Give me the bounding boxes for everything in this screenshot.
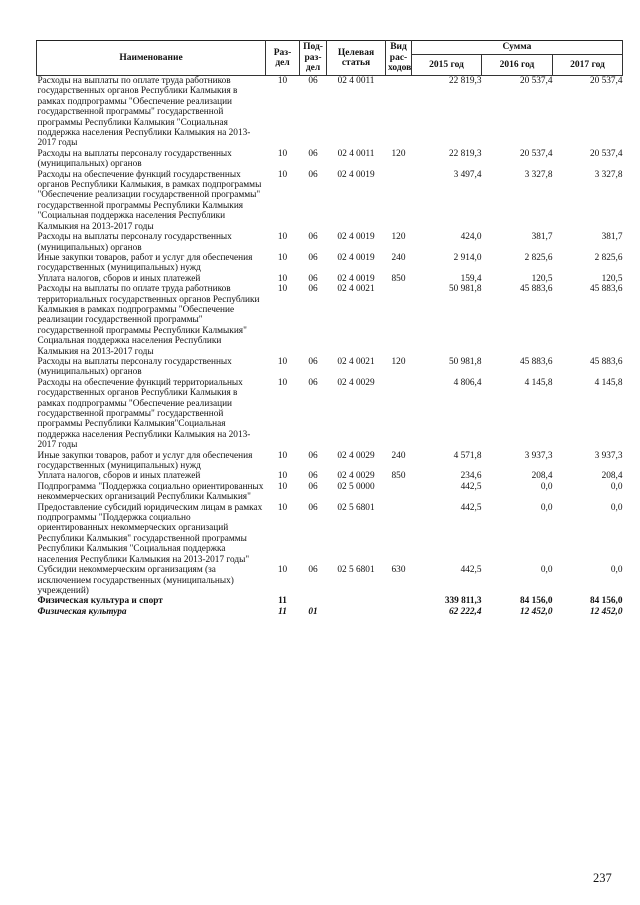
row-vid-rashodov xyxy=(386,170,412,232)
row-sum-2017: 12 452,0 xyxy=(589,606,623,617)
table-row xyxy=(37,471,623,481)
page-number: 237 xyxy=(593,871,612,885)
row-podrazdel: 06 xyxy=(308,252,318,263)
row-sum-2015: 442,5 xyxy=(460,502,482,513)
row-vid-rashodov: 120 xyxy=(391,356,406,367)
row-razdel: 10 xyxy=(277,273,288,284)
table-row xyxy=(37,451,623,472)
row-razdel: 11 xyxy=(278,606,287,617)
row-podrazdel: 06 xyxy=(308,148,318,159)
header-2015: 2015 год xyxy=(412,54,482,76)
header-vid-rashodov: Вид рас- ходов xyxy=(386,41,412,76)
table-row xyxy=(37,565,623,596)
row-name: Субсидии некоммерческим организациям (за исключением государственных (муниципальных) учреждений) xyxy=(37,565,234,596)
row-podrazdel: 06 xyxy=(308,471,318,482)
row-name: Расходы на выплаты по оплате труда работников государственных органов Республики Калмыкия в рамках подпрограммы "Обеспечение реализации государственной программы" государственной программы Республики Калмыкия "Социальная поддержка населения Республики Калмыкия на 2013-2017 годы xyxy=(37,76,251,149)
row-sum-2015: 3 497,4 xyxy=(453,169,482,180)
row-celevaya-statya: 02 4 0019 xyxy=(337,273,375,284)
row-celevaya-statya: 02 4 0021 xyxy=(337,356,375,367)
row-podrazdel: 06 xyxy=(308,502,318,513)
row-razdel: 10 xyxy=(277,450,288,461)
row-vid-rashodov xyxy=(386,482,412,503)
row-celevaya-statya: 02 4 0029 xyxy=(337,450,375,461)
row-vid-rashodov: 120 xyxy=(391,232,406,243)
row-name: Иные закупки товаров, работ и услуг для обеспечения государственных (муниципальных) нужд xyxy=(37,252,253,274)
row-podrazdel: 06 xyxy=(308,356,318,367)
row-celevaya-statya xyxy=(327,607,386,617)
row-name: Расходы на обеспечение функций территориальных государственных органов Республики Калмыкия в рамках подпрограммы "Обеспечение реализации государственной программы" государственной программы Республики Калмыкия"Социальная поддержка населения Республики Калмыкия на 2013-2017 годы xyxy=(37,377,251,451)
budget-table xyxy=(36,40,623,617)
row-podrazdel: 06 xyxy=(308,273,318,284)
row-name: Расходы на выплаты персоналу государственных (муниципальных) органов xyxy=(37,148,232,170)
row-sum-2016: 208,4 xyxy=(531,471,553,482)
row-celevaya-statya: 02 4 0011 xyxy=(337,76,375,86)
row-sum-2017: 3 327,8 xyxy=(594,169,623,180)
header-summa: Сумма xyxy=(412,41,623,55)
row-razdel: 10 xyxy=(277,232,288,243)
row-podrazdel: 06 xyxy=(308,76,318,86)
row-sum-2016: 0,0 xyxy=(540,481,553,492)
row-razdel: 10 xyxy=(277,76,288,86)
row-podrazdel: 06 xyxy=(308,450,318,461)
row-sum-2016: 0,0 xyxy=(540,502,553,513)
header-2017: 2017 год xyxy=(553,54,623,76)
row-celevaya-statya xyxy=(327,596,386,606)
row-sum-2016: 84 156,0 xyxy=(519,596,553,607)
row-vid-rashodov xyxy=(386,596,412,606)
table-row xyxy=(37,596,623,606)
row-name: Подпрограмма "Поддержка социально ориентированных некоммерческих организаций Республики Калмыкия" xyxy=(37,481,264,503)
row-sum-2017: 45 883,6 xyxy=(589,356,623,367)
row-razdel: 10 xyxy=(277,148,288,159)
row-sum-2016: 45 883,6 xyxy=(519,284,553,295)
row-sum-2017: 45 883,6 xyxy=(589,284,623,295)
row-vid-rashodov: 240 xyxy=(391,450,406,461)
row-podrazdel: 06 xyxy=(308,284,318,295)
row-sum-2017: 20 537,4 xyxy=(589,148,623,159)
header-podrazdel: Под- раз- дел xyxy=(300,41,327,76)
row-sum-2017: 2 825,6 xyxy=(594,252,623,263)
header-2016: 2016 год xyxy=(482,54,553,76)
row-sum-2015: 442,5 xyxy=(460,481,482,492)
row-sum-2017: 20 537,4 xyxy=(589,76,623,86)
row-podrazdel: 06 xyxy=(308,565,318,576)
row-razdel: 10 xyxy=(277,252,288,263)
row-podrazdel: 06 xyxy=(308,481,318,492)
row-vid-rashodov: 850 xyxy=(391,471,406,482)
row-vid-rashodov xyxy=(386,76,412,149)
row-sum-2017: 208,4 xyxy=(601,471,623,482)
row-sum-2017: 381,7 xyxy=(601,232,623,243)
row-celevaya-statya: 02 4 0019 xyxy=(337,232,375,243)
row-sum-2015: 50 981,8 xyxy=(448,356,482,367)
header-celevaya-statya: Целевая статья xyxy=(327,41,386,76)
row-name: Физическая культура и спорт xyxy=(37,596,163,607)
table-row xyxy=(37,274,623,284)
row-sum-2017: 84 156,0 xyxy=(589,596,623,607)
row-sum-2017: 4 145,8 xyxy=(594,377,623,388)
row-celevaya-statya: 02 4 0029 xyxy=(337,471,375,482)
row-sum-2016: 3 327,8 xyxy=(524,169,553,180)
row-razdel: 10 xyxy=(277,169,288,180)
row-sum-2015: 22 819,3 xyxy=(448,148,482,159)
row-sum-2016: 3 937,3 xyxy=(524,450,553,461)
row-celevaya-statya: 02 4 0019 xyxy=(337,252,375,263)
row-razdel: 10 xyxy=(277,471,288,482)
table-header xyxy=(37,41,623,76)
row-vid-rashodov: 850 xyxy=(391,273,406,284)
table-row xyxy=(37,232,623,253)
row-sum-2015: 339 811,3 xyxy=(444,596,482,607)
table-row xyxy=(37,76,623,149)
row-celevaya-statya: 02 4 0021 xyxy=(337,284,375,295)
row-sum-2015: 159,4 xyxy=(460,273,482,284)
row-razdel: 10 xyxy=(277,565,288,576)
row-podrazdel: 06 xyxy=(308,377,318,388)
row-name: Расходы на выплаты персоналу государственных (муниципальных) органов xyxy=(37,356,232,378)
table-row xyxy=(37,149,623,170)
row-podrazdel xyxy=(300,596,327,606)
row-sum-2016: 2 825,6 xyxy=(524,252,553,263)
row-sum-2016: 381,7 xyxy=(531,232,553,243)
row-name: Уплата налогов, сборов и иных платежей xyxy=(37,273,201,284)
row-celevaya-statya: 02 5 0000 xyxy=(337,481,375,492)
table-row xyxy=(37,607,623,617)
row-podrazdel: 01 xyxy=(308,606,318,617)
row-sum-2017: 0,0 xyxy=(610,481,623,492)
row-sum-2015: 4 571,8 xyxy=(453,450,482,461)
row-vid-rashodov: 120 xyxy=(391,148,406,159)
row-sum-2015: 442,5 xyxy=(460,565,482,576)
row-vid-rashodov xyxy=(386,607,412,617)
row-sum-2015: 4 806,4 xyxy=(453,377,482,388)
row-name: Иные закупки товаров, работ и услуг для обеспечения государственных (муниципальных) нужд xyxy=(37,450,253,472)
row-podrazdel: 06 xyxy=(308,232,318,243)
row-razdel: 10 xyxy=(277,284,288,295)
row-sum-2016: 4 145,8 xyxy=(524,377,553,388)
row-celevaya-statya: 02 5 6801 xyxy=(337,565,375,576)
row-sum-2017: 120,5 xyxy=(601,273,623,284)
row-celevaya-statya: 02 4 0011 xyxy=(337,148,375,159)
budget-table-page xyxy=(36,40,622,617)
row-sum-2017: 0,0 xyxy=(610,565,623,576)
header-name: Наименование xyxy=(37,41,266,76)
row-name: Расходы на выплаты персоналу государственных (муниципальных) органов xyxy=(37,232,232,253)
row-celevaya-statya: 02 5 6801 xyxy=(337,502,375,513)
row-sum-2015: 2 914,0 xyxy=(453,252,482,263)
row-vid-rashodov xyxy=(386,378,412,451)
row-sum-2016: 0,0 xyxy=(540,565,553,576)
row-razdel: 10 xyxy=(277,481,288,492)
row-sum-2015: 22 819,3 xyxy=(448,76,482,86)
row-celevaya-statya: 02 4 0029 xyxy=(337,377,375,388)
row-sum-2016: 12 452,0 xyxy=(519,606,553,617)
row-sum-2016: 20 537,4 xyxy=(519,76,553,86)
row-sum-2015: 62 222,4 xyxy=(448,606,482,617)
row-sum-2016: 120,5 xyxy=(531,273,553,284)
row-name: Расходы на обеспечение функций государственных органов Республики Калмыкия, в рамках подпрограммы "Обеспечение реализации государственной программы" государственной программы Республики Калмыкия "Социальная поддержка населения Республики Калмыкия на 2013-2017 годы xyxy=(37,169,262,232)
table-row xyxy=(37,284,623,357)
row-razdel: 10 xyxy=(277,502,288,513)
table-row xyxy=(37,253,623,274)
row-name: Уплата налогов, сборов и иных платежей xyxy=(37,471,201,482)
row-podrazdel: 06 xyxy=(308,169,318,180)
table-body xyxy=(37,76,623,618)
row-sum-2017: 3 937,3 xyxy=(594,450,623,461)
row-sum-2017: 0,0 xyxy=(610,502,623,513)
row-vid-rashodov xyxy=(386,284,412,357)
row-razdel: 10 xyxy=(277,356,288,367)
row-name: Расходы на выплаты по оплате труда работников территориальных государственных органов Республики Калмыкия в рамках подпрограммы "Обеспечение реализации государственной программы" государственной программы Республики Калмыкия" Социальная поддержка населения Республики Калмыкия на 2013-2017 годы xyxy=(37,284,260,357)
table-row xyxy=(37,503,623,565)
row-vid-rashodov: 630 xyxy=(391,565,406,576)
row-vid-rashodov xyxy=(386,503,412,565)
row-celevaya-statya: 02 4 0019 xyxy=(337,169,375,180)
row-vid-rashodov: 240 xyxy=(391,252,406,263)
row-sum-2015: 234,6 xyxy=(460,471,482,482)
row-sum-2016: 20 537,4 xyxy=(519,148,553,159)
row-name: Предоставление субсидий юридическим лицам в рамках подпрограммы "Поддержка социально ориентированных некоммерческих организаций Республики Калмыкия" государственной программы Республики Калмыкия "Социальная поддержка населения Республики Калмыкия на 2013-2017 годы" xyxy=(37,502,263,565)
table-row xyxy=(37,482,623,503)
row-sum-2016: 45 883,6 xyxy=(519,356,553,367)
table-row xyxy=(37,357,623,378)
row-razdel: 11 xyxy=(278,596,287,607)
row-name: Физическая культура xyxy=(37,606,127,617)
row-razdel: 10 xyxy=(277,377,288,388)
row-sum-2015: 50 981,8 xyxy=(448,284,482,295)
table-row xyxy=(37,170,623,232)
header-razdel: Раз- дел xyxy=(266,41,300,76)
table-row xyxy=(37,378,623,451)
row-sum-2015: 424,0 xyxy=(460,232,482,243)
